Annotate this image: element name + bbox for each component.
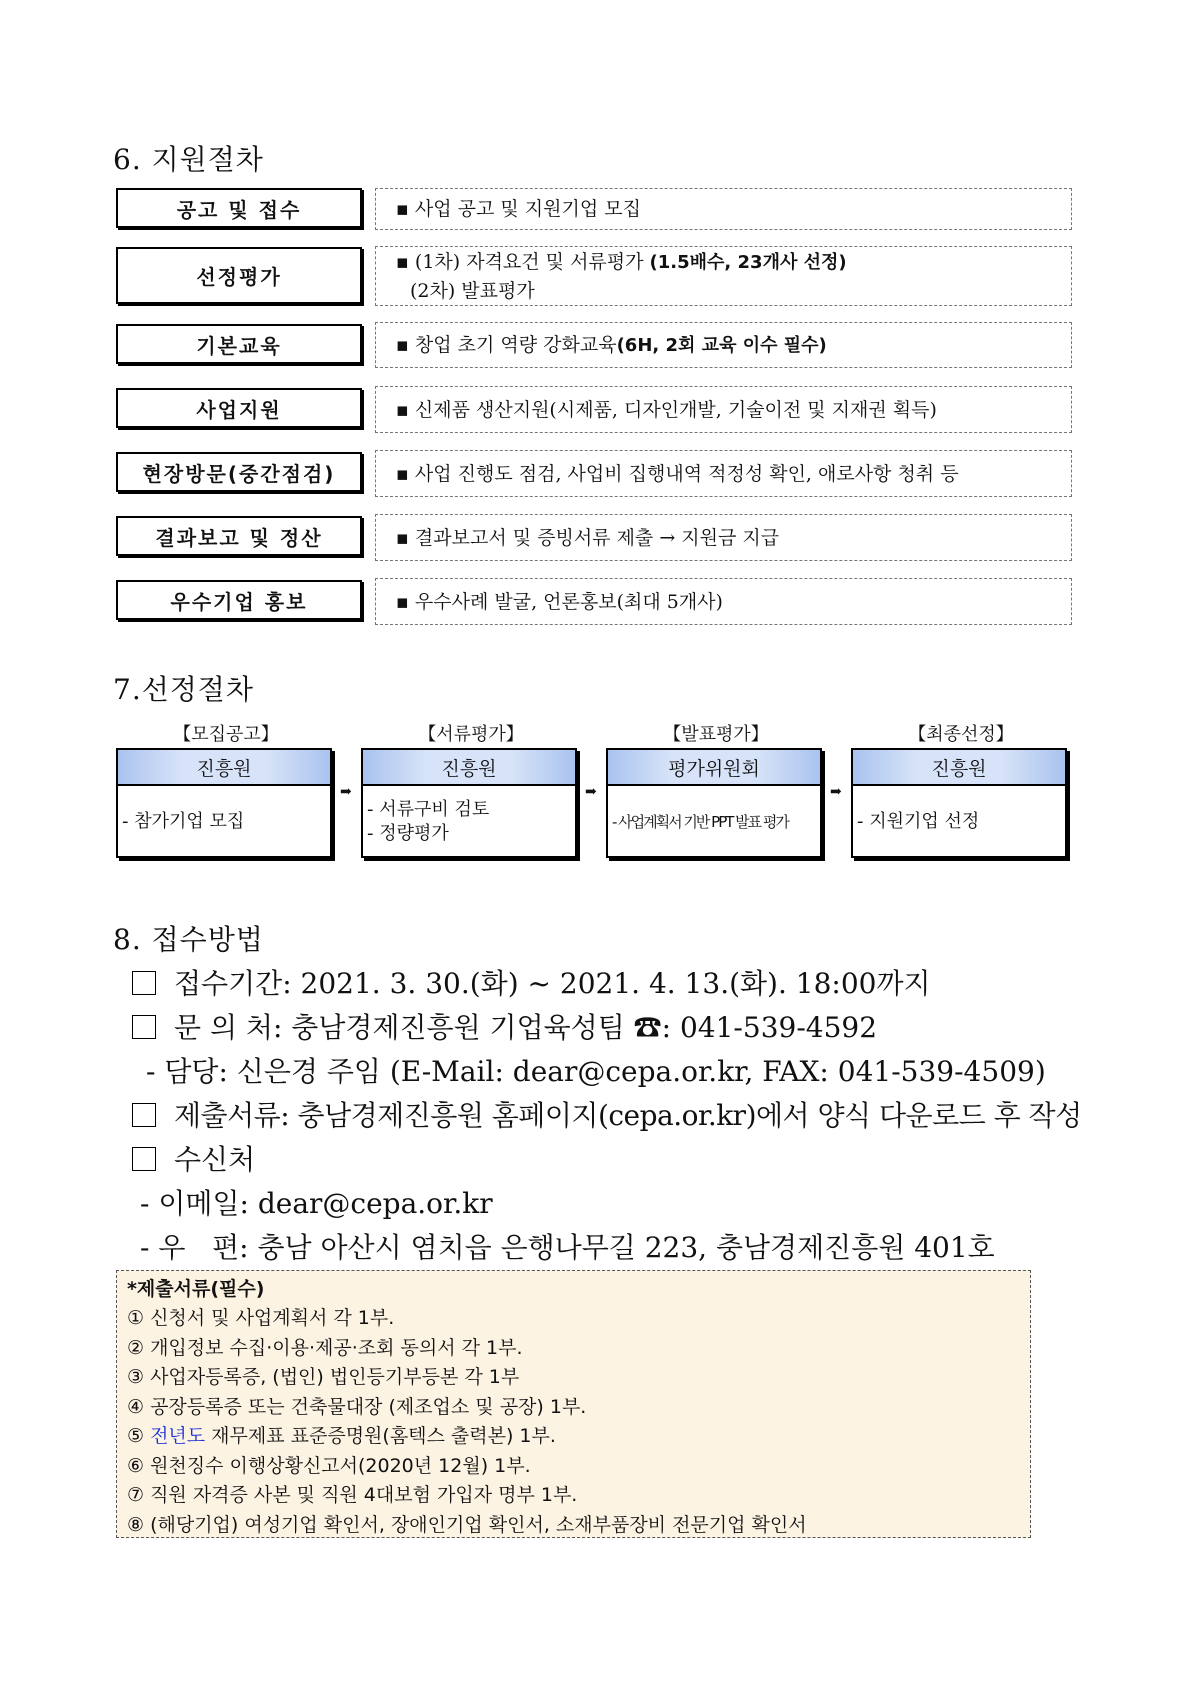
step-label-evaluation: 선정평가 xyxy=(116,247,362,304)
checkbox-icon xyxy=(132,1015,156,1039)
required-item: ④ 공장등록증 또는 건축물대장 (제조업소 및 공장) 1부. xyxy=(127,1395,587,1418)
step-desc-report xyxy=(375,514,1072,561)
checkbox-icon xyxy=(132,971,156,995)
step-label-business-support: 사업지원 xyxy=(116,388,362,428)
required-item: ① 신청서 및 사업계획서 각 1부. xyxy=(127,1307,395,1329)
step-desc-text: ▪ 창업 초기 역량 강화교육 xyxy=(396,333,617,356)
stage-org: 진흥원 xyxy=(118,750,330,786)
required-item-highlight: 전년도 xyxy=(150,1425,206,1447)
post-line: - 우 편: 충남 아산시 염치읍 은행나무길 223, 충남경제진흥원 401호 xyxy=(140,1231,995,1264)
step-desc-text: (2차) 발표평가 xyxy=(410,279,535,302)
stage-line: - 지원기업 선정 xyxy=(857,811,980,832)
step-desc-text: ▪ 신제품 생산지원(시제품, 디자인개발, 기술이전 및 지재권 획득) xyxy=(396,398,937,421)
email-line: - 이메일: dear@cepa.or.kr xyxy=(140,1187,493,1220)
required-documents-box xyxy=(116,1270,1031,1538)
step-desc-promotion xyxy=(375,578,1072,625)
step-desc-text: ▪ 사업 공고 및 지원기업 모집 xyxy=(396,198,641,220)
step-desc-text: ▪ 결과보고서 및 증빙서류 제출 → 지원금 지급 xyxy=(396,526,780,549)
step-label-education: 기본교육 xyxy=(116,324,362,364)
step-desc-announcement xyxy=(375,188,1072,230)
stage-box-document xyxy=(361,748,577,858)
required-item-rest: 재무제표 표준증명원(홈텍스 출력본) 1부. xyxy=(205,1425,556,1447)
flow-arrow-icon: ➡ xyxy=(830,784,842,800)
step-label-announcement: 공고 및 접수 xyxy=(116,188,362,228)
reception-period xyxy=(132,962,931,1002)
recipient-line xyxy=(132,1138,255,1178)
step-desc-bold: (6H, 2회 교육 이수 필수) xyxy=(616,334,827,356)
required-item: ② 개입정보 수집·이용·제공·조회 동의서 각 1부. xyxy=(127,1336,523,1359)
documents-line xyxy=(132,1094,1082,1134)
required-item: ⑦ 직원 자격증 사본 및 직원 4대보험 가입자 명부 1부. xyxy=(127,1484,578,1506)
required-item xyxy=(127,1422,1020,1452)
stage-title-recruit: 【모집공고】 xyxy=(173,724,279,745)
step-label-site-visit: 현장방문(중간점검) xyxy=(116,452,362,492)
section-6-title: 6. 지원절차 xyxy=(113,143,264,176)
step-desc-evaluation xyxy=(375,246,1072,306)
stage-line: - 사업계획서 기반 PPT 발표 평가 xyxy=(612,813,788,831)
required-item: ③ 사업자등록증, (법인) 법인등기부등본 각 1부 xyxy=(127,1366,520,1388)
checkbox-icon xyxy=(132,1103,156,1127)
documents-text: 제출서류: 충남경제진흥원 홈페이지(cepa.or.kr)에서 양식 다운로드 후 작성 xyxy=(174,1099,1082,1132)
manager-line: - 담당: 신은경 주임 (E-Mail: dear@cepa.or.kr, FAX: 041-539-4509) xyxy=(146,1055,1046,1088)
required-item: ⑥ 원천징수 이행상황신고서(2020년 12월) 1부. xyxy=(127,1454,531,1477)
section-8-title: 8. 접수방법 xyxy=(113,923,264,956)
reception-period-text: 접수기간: 2021. 3. 30.(화) ~ 2021. 4. 13.(화). 18:00까지 xyxy=(174,967,931,1000)
stage-line: - 정량평가 xyxy=(367,823,449,844)
stage-title-final: 【최종선정】 xyxy=(908,724,1014,745)
stage-box-presentation xyxy=(606,748,822,858)
step-desc-business-support xyxy=(375,386,1072,433)
stage-org: 진흥원 xyxy=(363,750,575,786)
checkbox-icon xyxy=(132,1147,156,1171)
stage-title-document: 【서류평가】 xyxy=(418,724,524,745)
step-desc-site-visit xyxy=(375,450,1072,497)
step-desc-text: ▪ 사업 진행도 점검, 사업비 집행내역 적정성 확인, 애로사항 청취 등 xyxy=(396,462,959,485)
section-7-title: 7.선정절차 xyxy=(113,673,254,706)
required-item: ⑧ (해당기업) 여성기업 확인서, 장애인기업 확인서, 소재부품장비 전문기업 확인서 xyxy=(127,1513,807,1536)
step-desc-text: ▪ (1차) 자격요건 및 서류평가 xyxy=(396,250,650,273)
step-desc-education xyxy=(375,322,1072,368)
recipient-text: 수신처 xyxy=(174,1143,256,1176)
contact-line xyxy=(132,1006,877,1046)
stage-org: 진흥원 xyxy=(853,750,1065,786)
stage-box-final xyxy=(851,748,1067,858)
stage-box-recruit xyxy=(116,748,332,858)
step-label-report: 결과보고 및 정산 xyxy=(116,516,362,556)
step-desc-text: ▪ 우수사례 발굴, 언론홍보(최대 5개사) xyxy=(396,590,723,613)
flow-arrow-icon: ➡ xyxy=(585,784,597,800)
step-label-promotion: 우수기업 홍보 xyxy=(116,580,362,620)
stage-org: 평가위원회 xyxy=(608,750,820,786)
stage-line: - 참가기업 모집 xyxy=(122,811,245,832)
stage-line: - 서류구비 검토 xyxy=(367,799,490,820)
stage-title-presentation: 【발표평가】 xyxy=(663,724,769,745)
step-desc-bold: (1.5배수, 23개사 선정) xyxy=(649,251,847,273)
flow-arrow-icon: ➡ xyxy=(340,784,352,800)
contact-text: 문 의 처: 충남경제진흥원 기업육성팀 ☎: 041-539-4592 xyxy=(174,1011,878,1044)
required-item-prefix: ⑤ xyxy=(127,1425,151,1447)
required-title: *제출서류(필수) xyxy=(127,1278,265,1300)
